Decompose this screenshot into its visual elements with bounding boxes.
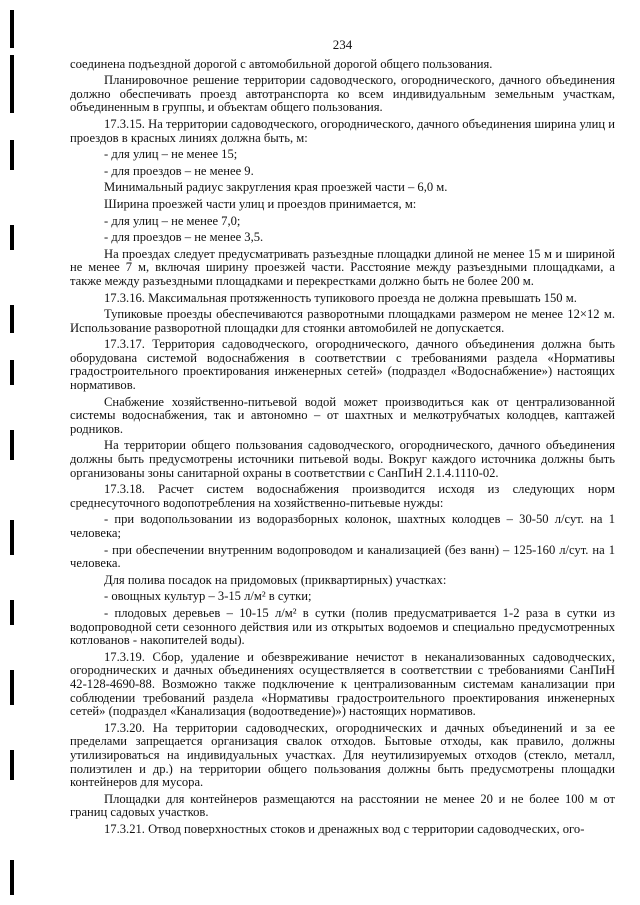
paragraph: 17.3.15. На территории садоводческого, огороднического, дачного объединения ширина улиц и проездов в красных линиях должна быть, м: (70, 116, 615, 145)
binder-mark (10, 10, 14, 48)
list-item: - при обеспечении внутренним водопроводом и канализацией (без ванн) – 125-160 л/сут. на 1 человека. (70, 542, 615, 571)
paragraph: 17.3.20. На территории садоводческих, огороднических и дачных объединений и за ее пределами запрещается организация свалок отходов. Бытовые отходы, как правило, должны утилизироваться на индивидуальных участках. Для неутилизируемых отходов (стекло, металл, полиэтилен и др.) на территории общего пользования должны быть предусмотрены площадки контейнеров для мусора. (70, 720, 615, 790)
paragraph: На проездах следует предусматривать разъездные площадки длиной не менее 15 м и шириной не менее 7 м, включая ширину проезжей части. Расстояние между разъездными площадками, а также между разъездными площадками и перекрестками должно быть не более 200 м. (70, 246, 615, 288)
paragraph: Для полива посадок на придомовых (приквартирных) участках: (104, 572, 447, 587)
list-item: - плодовых деревьев – 10-15 л/м² в сутки (полив предусматривается 1-2 раза в сутки из водопроводной сети сезонного действия или из открытых водоемов и специально предусмотренных котлованов - накопителей воды). (70, 605, 615, 648)
binder-mark (10, 600, 14, 625)
paragraph: соединена подъездной дорогой с автомобильной дорогой общего пользования. (70, 56, 493, 71)
paragraph: Снабжение хозяйственно-питьевой водой может производиться как от централизованной системы водоснабжения, так и автономно – от шахтных и мелкотрубчатых колодцев, каптажей родников. (70, 394, 615, 436)
binder-mark (10, 520, 14, 555)
paragraph: 17.3.21. Отвод поверхностных стоков и дренажных вод с территории садоводческих, ого- (104, 821, 585, 836)
paragraph: Минимальный радиус закругления края проезжей части – 6,0 м. (104, 180, 448, 195)
list-item: - для улиц – не менее 7,0; (104, 213, 241, 228)
binder-mark (10, 140, 14, 170)
paragraph: 17.3.19. Сбор, удаление и обезвреживание нечистот в неканализованных садоводческих, огороднических и дачных объединениях осуществляется в соответствии с требованиями СанПиН 42-128-4690-88. Возможно также подключение к централизованным системам канализации при соблюдении требований раздела «Нормативы градостроительного проектирования инженерных сетей» (подраздел «Канализация (водоотведение)») настоящих нормативов. (70, 649, 615, 719)
list-item: - овощных культур – 3-15 л/м² в сутки; (104, 589, 312, 604)
binder-mark (10, 750, 14, 780)
list-item: - для улиц – не менее 15; (104, 147, 238, 162)
binder-mark (10, 225, 14, 250)
paragraph: На территории общего пользования садоводческого, огороднического, дачного объединения должны быть предусмотрены источники питьевой воды. Вокруг каждого источника должны быть организованы зоны санитарной охраны в соответствии с СанПиН 2.1.4.1110-02. (70, 438, 615, 480)
list-item: - для проездов – не менее 9. (104, 163, 254, 178)
list-item: - при водопользовании из водоразборных колонок, шахтных колодцев – 30-50 л/сут. на 1 человека; (70, 512, 615, 540)
binder-mark (10, 860, 14, 895)
binder-mark (10, 360, 14, 385)
paragraph: Площадки для контейнеров размещаются на расстоянии не менее 20 и не более 100 м от границ садовых участков. (70, 791, 615, 820)
paragraph: 17.3.17. Территория садоводческого, огороднического, дачного объединения должна быть оборудована системой водоснабжения в соответствии с требованиями раздела «Нормативы градостроительного проектирования инженерных сетей» (подраздел «Водоснабжение») настоящих нормативов. (70, 337, 615, 393)
paragraph: Тупиковые проезды обеспечиваются разворотными площадками размером не менее 12×12 м. Использование разворотной площадки для стоянки автомобилей не допускается. (70, 307, 615, 335)
document-page (70, 38, 615, 839)
paragraph: Ширина проезжей части улиц и проездов принимается, м: (104, 196, 417, 211)
binder-mark (10, 430, 14, 460)
page-number: 234 (332, 37, 353, 52)
paragraph: Планировочное решение территории садоводческого, огороднического, дачного объединения должно обеспечивать проезд автотранспорта ко всем индивидуальным земельным участкам, объединенным в группы, и объектам общего пользования. (70, 73, 615, 115)
paragraph: 17.3.18. Расчет систем водоснабжения производится исходя из следующих норм среднесуточного водопотребления на хозяйственно-питьевые нужды: (70, 482, 615, 510)
paragraph: 17.3.16. Максимальная протяженность тупикового проезда не должна превышать 150 м. (104, 290, 577, 305)
list-item: - для проездов – не менее 3,5. (104, 230, 264, 245)
binder-mark (10, 670, 14, 705)
binder-mark (10, 305, 14, 333)
binder-mark (10, 55, 14, 113)
